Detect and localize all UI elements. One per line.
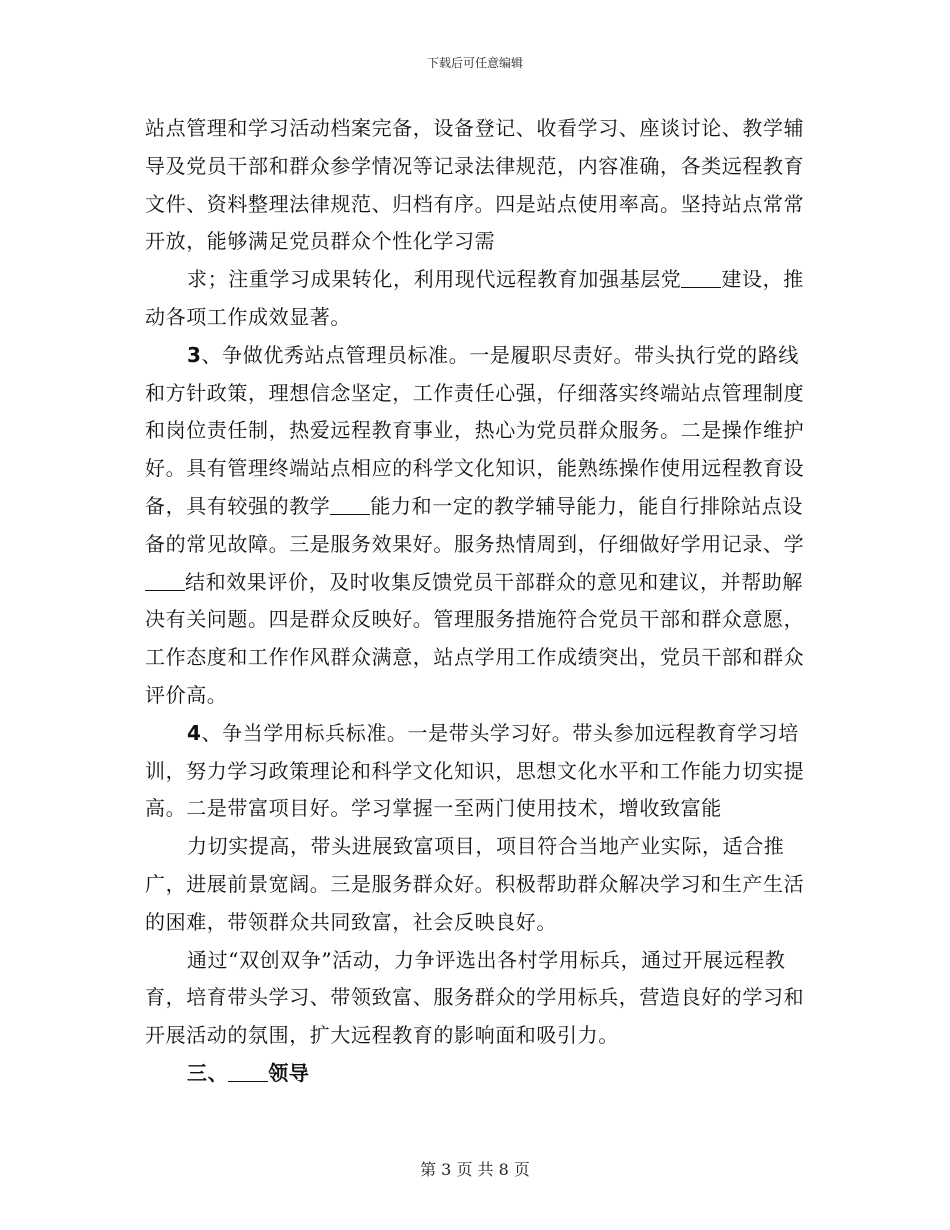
page-header: 下载后可任意编辑 bbox=[426, 56, 523, 70]
paragraph-2 bbox=[145, 261, 815, 337]
section-heading-number: 三、 bbox=[187, 1060, 229, 1085]
paragraph-3-text-b: 能力和一定的教学辅导能力，能自行排除站点设备的常见故障。三是服务效果好。服务热情周到，仔细做好学用记录、学 bbox=[145, 493, 805, 556]
document-body bbox=[145, 110, 815, 1093]
fill-blank bbox=[228, 1063, 268, 1082]
paragraph-3-text-a: 、争做优秀站点管理员标准。一是履职尽责好。带头执行党的路线和方针政策，理想信念坚定，工作责任心强，仔细落实终端站点管理制度和岗位责任制，热爱远程教育事业，热心为党员群众服务。二是操作维护好。具有管理终端站点相应的科学文化知识，能熟练操作使用远程教育设备，具有较强的教学 bbox=[145, 342, 805, 518]
item-number-3: 3 bbox=[187, 342, 202, 367]
page-footer: 第 3 页 共 8 页 bbox=[420, 1160, 530, 1179]
paragraph-1-text: 站点管理和学习活动档案完备，设备登记、收看学习、座谈讨论、教学辅导及党员干部和群众参学情况等记录法律规范，内容准确，各类远程教育文件、资料整理法律规范、归档有序。四是站点使用率高。坚持站点常常开放，能够满足党员群众个性化学习需 bbox=[145, 116, 805, 254]
paragraph-4-text: 、争当学用标兵标准。一是带头学习好。带头参加远程教育学习培训，努力学习政策理论和科学文化知识，思想文化水平和工作能力切实提高。二是带富项目好。学习掌握一至两门使用技术，增收致富能 bbox=[145, 720, 805, 821]
paragraph-5 bbox=[145, 828, 815, 941]
paragraph-6-text: 通过“双创双争”活动，力争评选出各村学用标兵，通过开展远程教育，培育带头学习、带领致富、服务群众的学用标兵，营造良好的学习和开展活动的氛围，扩大远程教育的影响面和吸引力。 bbox=[145, 947, 805, 1048]
paragraph-6 bbox=[145, 942, 815, 1055]
paragraph-3 bbox=[145, 337, 815, 715]
paragraph-2-text-a: 求；注重学习成果转化，利用现代远程教育加强基层党 bbox=[187, 267, 682, 292]
paragraph-5-text: 力切实提高，带头进展致富项目，项目符合当地产业实际，适合推广，进展前景宽阔。三是服务群众好。积极帮助群众解决学习和生产生活的困难，带领群众共同致富，社会反映良好。 bbox=[145, 834, 805, 934]
paragraph-4 bbox=[145, 715, 815, 828]
item-number-4: 4 bbox=[187, 720, 202, 745]
paragraph-3-text-c: 结和效果评价，及时收集反馈党员干部群众的意见和建议，并帮助解决有关问题。四是群众反映好。管理服务措施符合党员干部和群众意愿，工作态度和工作作风群众满意，站点学用工作成绩突出，党员干部和群众评价高。 bbox=[145, 569, 805, 707]
fill-blank bbox=[145, 572, 185, 591]
paragraph-2-text-b: 建设，推动各项工作成效显著。 bbox=[145, 267, 804, 329]
section-heading-3 bbox=[145, 1055, 815, 1093]
fill-blank bbox=[681, 269, 721, 288]
fill-blank bbox=[330, 496, 370, 515]
paragraph-1 bbox=[145, 110, 815, 261]
section-heading-text: 领导 bbox=[268, 1060, 310, 1085]
